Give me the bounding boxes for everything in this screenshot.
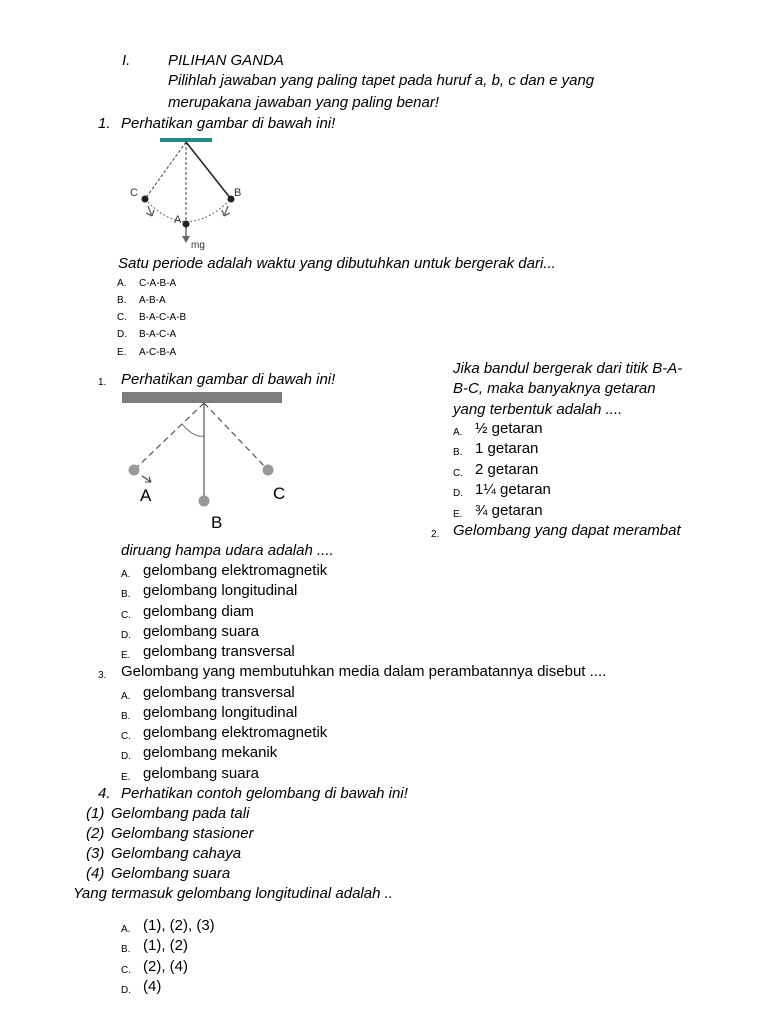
q5-option-c-letter: C. bbox=[121, 965, 131, 976]
q3-option-c-text: gelombang diam bbox=[143, 603, 254, 620]
q2-option-a-text: ½ getaran bbox=[475, 420, 543, 437]
q1-option-e-letter: E. bbox=[117, 347, 127, 358]
pendulum-2-label-a: A bbox=[140, 486, 152, 505]
q3-option-b-letter: B. bbox=[121, 589, 131, 600]
q4-option-e-text: gelombang suara bbox=[143, 765, 259, 782]
q3-option-d-text: gelombang suara bbox=[143, 623, 259, 640]
pendulum-1-arc bbox=[145, 199, 231, 222]
q2-question-line-2: B-C, maka banyaknya getaran bbox=[453, 380, 656, 397]
q3-option-e-text: gelombang transversal bbox=[143, 643, 295, 660]
pendulum-2-string-c bbox=[204, 403, 268, 470]
q1-prompt: Perhatikan gambar di bawah ini! bbox=[121, 115, 336, 132]
q3-option-e-letter: E. bbox=[121, 650, 131, 661]
q5-option-d-text: (4) bbox=[143, 978, 162, 995]
q4-option-b-text: gelombang longitudinal bbox=[143, 704, 298, 721]
pendulum-figure-2 bbox=[118, 388, 288, 534]
q2-option-e-letter: E. bbox=[453, 509, 463, 520]
q5-option-a-letter: A. bbox=[121, 924, 131, 935]
pendulum-1-mg-arrowhead bbox=[182, 236, 190, 243]
q2-number: 1. bbox=[98, 377, 107, 388]
pendulum-2-string-a bbox=[134, 403, 204, 470]
pendulum-2-bob-a bbox=[129, 465, 140, 476]
pendulum-1-label-mg: mg bbox=[191, 240, 205, 251]
q2-option-b-letter: B. bbox=[453, 447, 463, 458]
section-title: PILIHAN GANDA bbox=[168, 52, 284, 69]
q3-option-a-text: gelombang elektromagnetik bbox=[143, 562, 328, 579]
q5-item-4-text: Gelombang suara bbox=[111, 865, 231, 882]
q2-prompt: Perhatikan gambar di bawah ini! bbox=[121, 371, 336, 388]
q2-question-line-1: Jika bandul bergerak dari titik B-A- bbox=[453, 360, 683, 377]
q5-item-4-num: (4) bbox=[86, 865, 105, 882]
q1-option-a-letter: A. bbox=[117, 278, 127, 289]
pendulum-2-support bbox=[122, 392, 282, 403]
q4-question: Gelombang yang membutuhkan media dalam perambatannya disebut .... bbox=[121, 663, 607, 680]
q1-option-e-text: A-C-B-A bbox=[139, 347, 177, 358]
q4-option-b-letter: B. bbox=[121, 711, 131, 722]
q5-item-3-num: (3) bbox=[86, 845, 105, 862]
q5-item-3-text: Gelombang cahaya bbox=[111, 845, 242, 862]
q4-option-d-text: gelombang mekanik bbox=[143, 744, 278, 761]
q1-option-a-text: C-A-B-A bbox=[139, 278, 177, 289]
pendulum-2-label-c: C bbox=[273, 484, 286, 503]
q5-item-1-num: (1) bbox=[86, 805, 105, 822]
q5-item-2-num: (2) bbox=[86, 825, 105, 842]
q1-option-b-text: A-B-A bbox=[139, 295, 166, 306]
pendulum-1-label-a: A bbox=[174, 214, 182, 226]
q3-number: 2. bbox=[431, 529, 440, 540]
q5-prompt: Perhatikan contoh gelombang di bawah ini! bbox=[121, 785, 408, 802]
q2-option-e-text: ¾ getaran bbox=[475, 502, 543, 519]
q1-option-b-letter: B. bbox=[117, 295, 127, 306]
q1-option-c-letter: C. bbox=[117, 312, 127, 323]
q4-option-d-letter: D. bbox=[121, 751, 131, 762]
q3-option-d-letter: D. bbox=[121, 630, 131, 641]
q5-option-c-text: (2), (4) bbox=[143, 958, 188, 975]
section-numeral: I. bbox=[122, 52, 131, 69]
q5-option-a-text: (1), (2), (3) bbox=[143, 917, 215, 934]
pendulum-1-arrow-left bbox=[146, 206, 154, 216]
q5-option-b-letter: B. bbox=[121, 944, 131, 955]
q5-option-d-letter: D. bbox=[121, 985, 131, 996]
q2-option-b-text: 1 getaran bbox=[475, 440, 539, 457]
pendulum-2-label-b: B bbox=[211, 513, 223, 532]
pendulum-2-bob-c bbox=[263, 465, 274, 476]
q2-question-line-3: yang terbentuk adalah .... bbox=[453, 401, 623, 418]
q5-item-2-text: Gelombang stasioner bbox=[111, 825, 254, 842]
q5-item-1-text: Gelombang pada tali bbox=[111, 805, 250, 822]
pendulum-figure-1 bbox=[128, 136, 258, 252]
q4-option-c-text: gelombang elektromagnetik bbox=[143, 724, 328, 741]
instruction-line-1: Pilihlah jawaban yang paling tapet pada huruf a, b, c dan e yang bbox=[168, 72, 595, 89]
pendulum-1-label-b: B bbox=[234, 187, 242, 199]
q3-option-a-letter: A. bbox=[121, 569, 131, 580]
q1-question: Satu periode adalah waktu yang dibutuhkan untuk bergerak dari... bbox=[118, 255, 556, 272]
pendulum-1-label-c: C bbox=[130, 187, 138, 199]
q3-option-b-text: gelombang longitudinal bbox=[143, 582, 298, 599]
q4-option-a-letter: A. bbox=[121, 691, 131, 702]
q5-option-b-text: (1), (2) bbox=[143, 937, 188, 954]
pendulum-1-arrow-right bbox=[222, 206, 230, 216]
q2-option-c-letter: C. bbox=[453, 468, 463, 479]
q5-number: 4. bbox=[98, 785, 111, 802]
pendulum-1-string-c bbox=[145, 142, 186, 199]
pendulum-2-bob-b bbox=[199, 496, 210, 507]
q2-option-d-text: 1¼ getaran bbox=[475, 481, 551, 498]
q3-question-line-2: diruang hampa udara adalah .... bbox=[121, 542, 334, 559]
q1-option-c-text: B-A-C-A-B bbox=[139, 312, 187, 323]
pendulum-1-bob-a bbox=[183, 221, 190, 228]
q1-option-d-text: B-A-C-A bbox=[139, 329, 177, 340]
q1-option-d-letter: D. bbox=[117, 329, 127, 340]
pendulum-1-string-b bbox=[186, 142, 231, 199]
instruction-line-2: merupakana jawaban yang paling benar! bbox=[168, 94, 440, 111]
q4-option-a-text: gelombang transversal bbox=[143, 684, 295, 701]
q3-question-line-1: Gelombang yang dapat merambat bbox=[453, 522, 681, 539]
pendulum-1-bob-c bbox=[142, 196, 149, 203]
q2-option-a-letter: A. bbox=[453, 427, 463, 438]
q3-option-c-letter: C. bbox=[121, 610, 131, 621]
q4-option-e-letter: E. bbox=[121, 772, 131, 783]
q4-option-c-letter: C. bbox=[121, 731, 131, 742]
q2-option-c-text: 2 getaran bbox=[475, 461, 539, 478]
q5-question: Yang termasuk gelombang longitudinal adalah .. bbox=[73, 885, 393, 902]
q2-option-d-letter: D. bbox=[453, 488, 463, 499]
pendulum-2-angle-arc bbox=[182, 424, 204, 436]
pendulum-2-arrow bbox=[142, 476, 151, 482]
pendulum-1-support bbox=[160, 138, 212, 142]
q1-number: 1. bbox=[98, 115, 111, 132]
q4-number: 3. bbox=[98, 670, 107, 681]
